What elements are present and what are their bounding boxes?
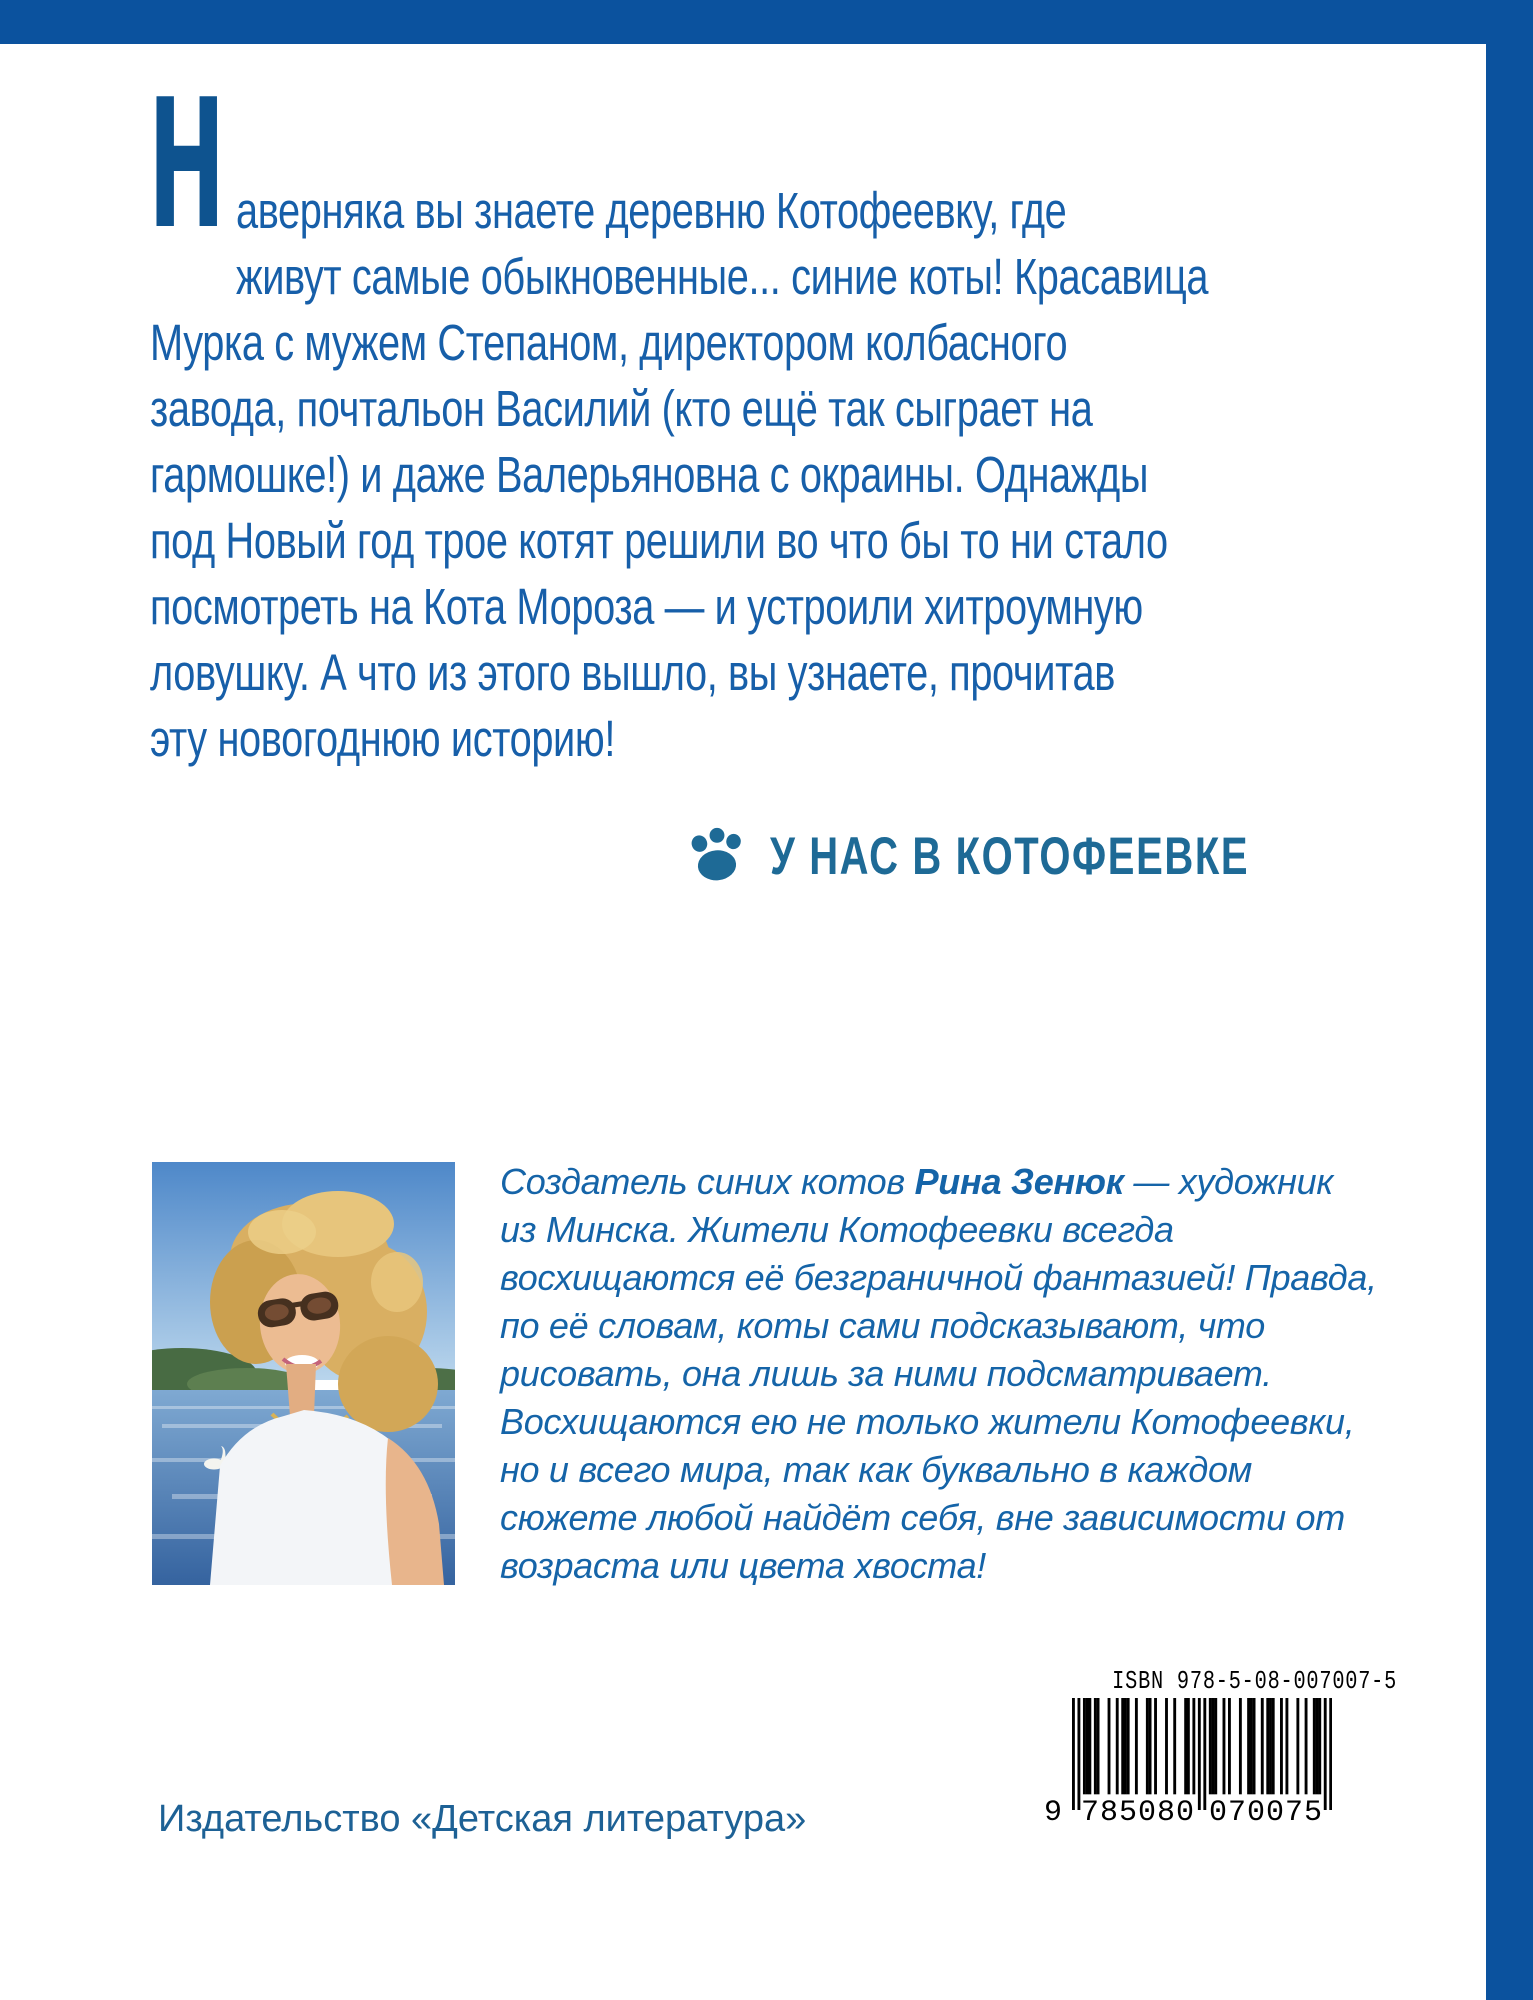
isbn-block: [1044, 1666, 1398, 1830]
blurb-line: Мурка с мужем Степаном, директором колбасного: [150, 314, 1068, 371]
bio-line: из Минска. Жители Котофеевки всегда: [500, 1209, 1174, 1250]
bio-line: сюжете любой найдёт себя, вне зависимости от: [500, 1497, 1345, 1538]
top-border-band: [0, 0, 1533, 44]
blurb-line: аверняка вы знаете деревню Котофеевку, где: [236, 182, 1067, 239]
series-title: У НАС В КОТОФЕЕВКЕ: [770, 826, 1250, 886]
isbn-label-row: [1072, 1666, 1398, 1696]
author-bio: [500, 1158, 1377, 1590]
author-name: Рина Зенюк: [914, 1161, 1124, 1202]
bio-suffix: — художник: [1123, 1161, 1334, 1202]
publisher-name: Издательство «Детская литература»: [158, 1798, 807, 1840]
blurb-line: завода, почтальон Василий (кто ещё так сыграет на: [150, 380, 1093, 437]
bio-line: Восхищаются ею не только жители Котофеевки,: [500, 1401, 1355, 1442]
blurb-line: под Новый год трое котят решили во что бы то ни стало: [150, 512, 1168, 569]
bio-lines: [500, 1206, 1377, 1590]
blurb-line: ловушку. А что из этого вышло, вы узнаете, прочитав: [150, 644, 1115, 701]
blurb-drop-cap: Н: [148, 61, 226, 268]
isbn-label: ISBN 978-5-08-007007-5: [1112, 1666, 1398, 1696]
author-photo: [152, 1162, 455, 1585]
right-border-band: [1486, 0, 1533, 2000]
blurb-paragraph: [150, 178, 1250, 772]
barcode-digits-right: 070075: [1208, 1796, 1324, 1830]
bio-line: восхищаются её безграничной фантазией! Правда,: [500, 1257, 1377, 1298]
bio-line-first: [500, 1158, 1334, 1206]
bio-prefix: Создатель синих котов: [500, 1161, 915, 1202]
blurb-line: эту новогоднюю историю!: [150, 710, 616, 767]
bio-line: возраста или цвета хвоста!: [500, 1545, 986, 1586]
barcode-digits: [1044, 1796, 1332, 1830]
barcode-digit-first: 9: [1044, 1796, 1063, 1830]
series-logo-row: [686, 824, 1369, 888]
blurb-line: живут самые обыкновенные... синие коты! Красавица: [236, 248, 1209, 305]
bio-line: но и всего мира, так как буквально в каждом: [500, 1449, 1253, 1490]
blurb-line: гармошке!) и даже Валерьяновна с окраины. Однажды: [150, 446, 1149, 503]
paw-icon: [686, 826, 748, 886]
barcode-digits-left: 785080: [1080, 1796, 1196, 1830]
bio-line: рисовать, она лишь за ними подсматривает.: [500, 1353, 1272, 1394]
barcode: [1072, 1698, 1332, 1810]
bio-line: по её словам, коты сами подсказывают, что: [500, 1305, 1265, 1346]
neck: [286, 1364, 316, 1416]
blurb-line: посмотреть на Кота Мороза — и устроили хитроумную: [150, 578, 1143, 635]
